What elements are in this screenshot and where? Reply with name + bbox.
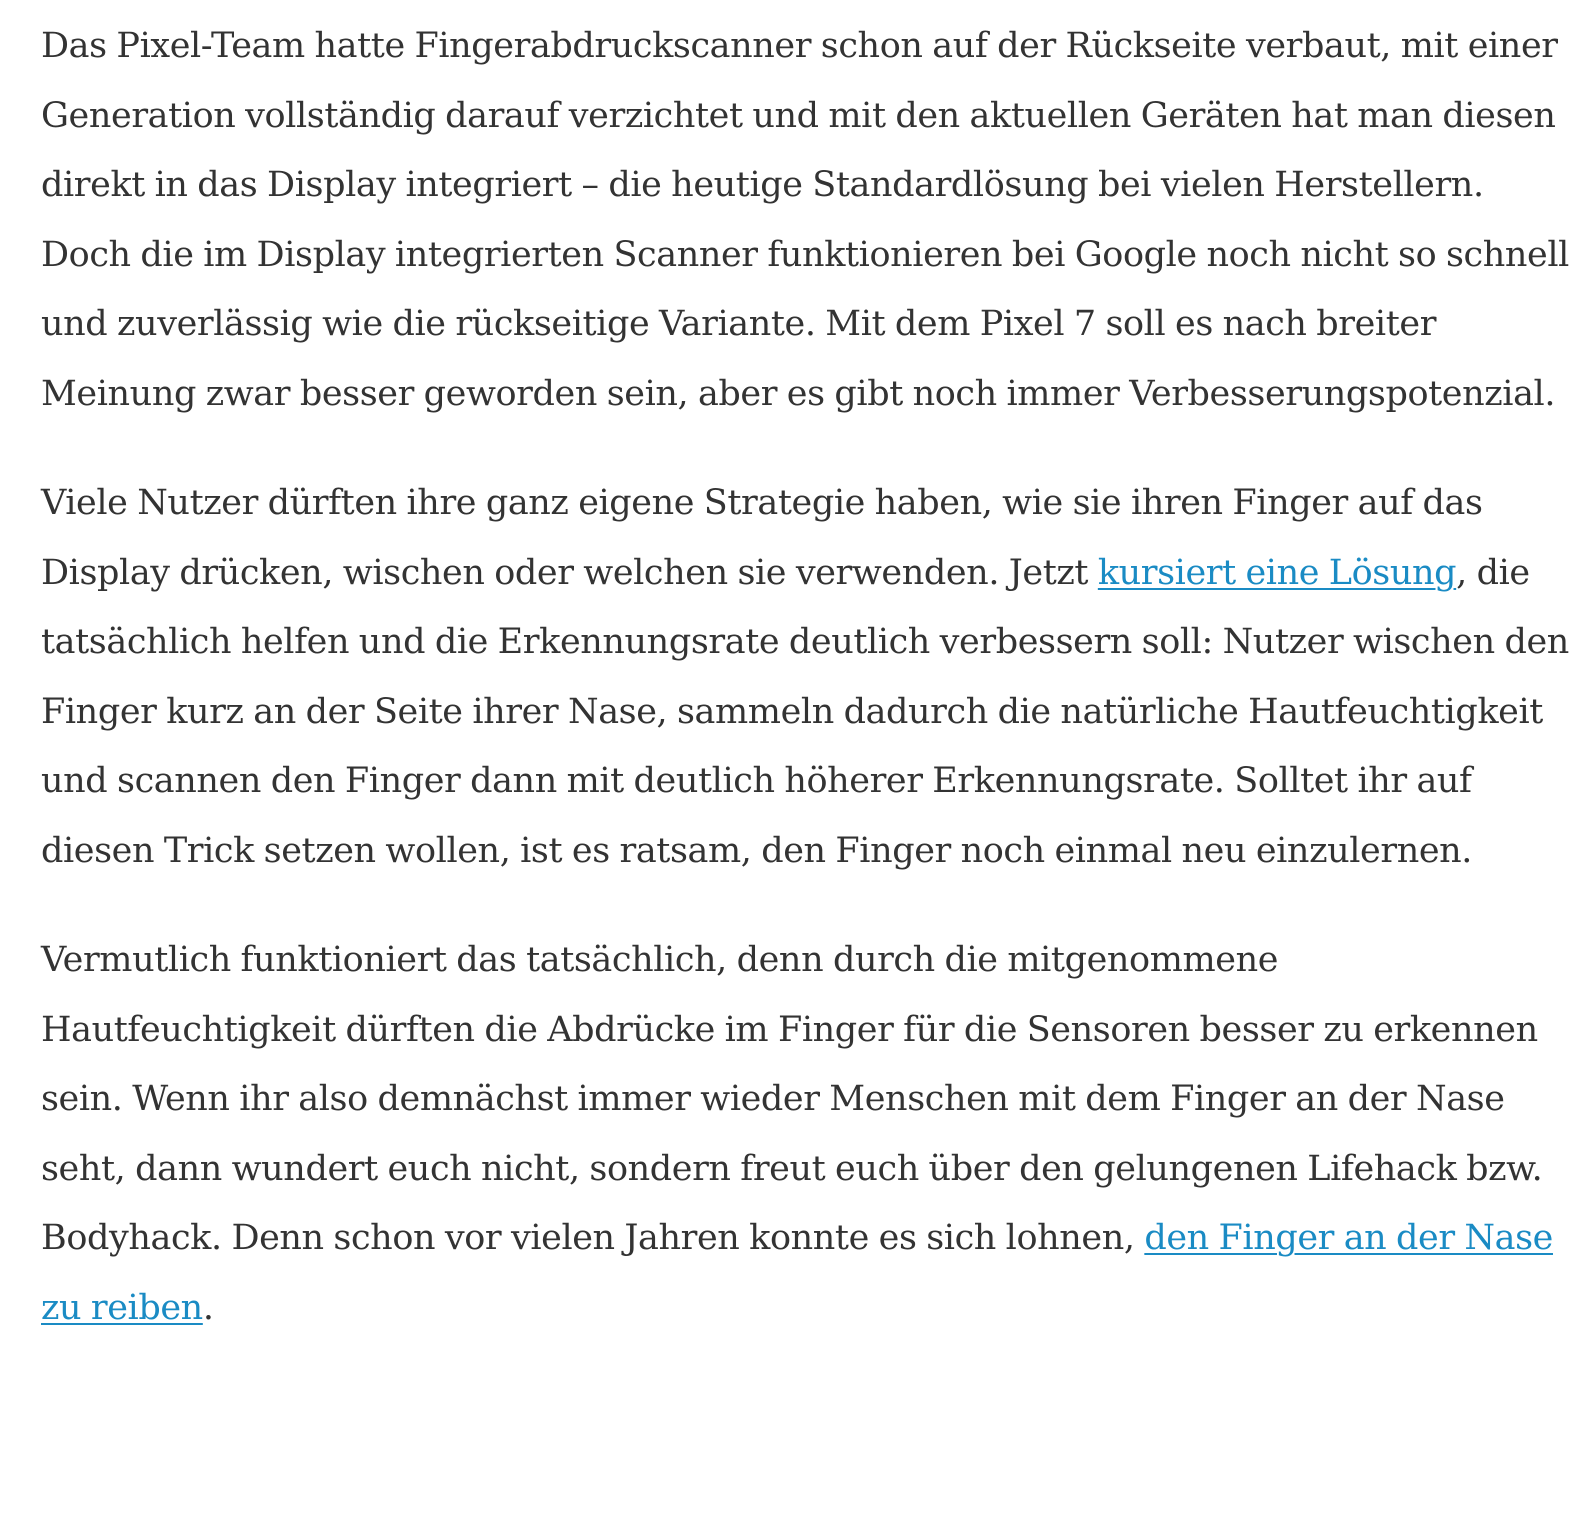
paragraph-text-after-link: . [202, 1287, 214, 1328]
link-finger-an-der-nase[interactable]: den Finger an der Nase zu reiben [41, 1218, 1553, 1328]
paragraph-text: Das Pixel-Team hatte Fingerabdruckscanner schon auf der Rückseite verbaut, mit einer Generation vollständig darauf verzichtet und mit den aktuellen Geräten hat man diesen direkt in das Display integriert – die heutige Standardlösung bei vielen Herstellern. Doch die im Display integrierten Scanner funktionieren bei Google noch nicht so schnell und zuverlässig wie die rückseitige Variante. Mit dem Pixel 7 soll es nach breiter Meinung zwar besser geworden sein, aber es gibt noch immer Verbesserungspotenzial. [41, 26, 1569, 414]
paragraph-text-before-link: Viele Nutzer dürften ihre ganz eigene Strategie haben, wie sie ihren Finger auf das Display drücken, wischen oder welchen sie verwenden. Jetzt [41, 483, 1483, 593]
paragraph-text-before-link: Vermutlich funktioniert das tatsächlich, denn durch die mitgenommene Hautfeuchtigkeit dürften die Abdrücke im Finger für die Sensoren besser zu erkennen sein. Wenn ihr also demnächst immer wieder Menschen mit dem Finger an der Nase seht, dann wundert euch nicht, sondern freut euch über den gelungenen Lifehack bzw. Bodyhack. Denn schon vor vielen Jahren konnte es sich lohnen, [41, 940, 1543, 1258]
link-kursiert-eine-loesung[interactable]: kursiert eine Lösung [1097, 552, 1457, 593]
paragraph-fingerprint-history [41, 12, 1575, 429]
paragraph-text-after-link: , die tatsächlich helfen und die Erkennungsrate deutlich verbessern soll: Nutzer wischen den Finger kurz an der Seite ihrer Nase, sammeln dadurch die natürliche Hautfeuchtigkeit und scannen den Finger dann mit deutlich höherer Erkennungsrate. Solltet ihr auf diesen Trick setzen wollen, ist es ratsam, den Finger noch einmal neu einzulernen. [41, 552, 1569, 871]
paragraph-conclusion [41, 926, 1575, 1343]
paragraph-nose-trick [41, 469, 1575, 886]
